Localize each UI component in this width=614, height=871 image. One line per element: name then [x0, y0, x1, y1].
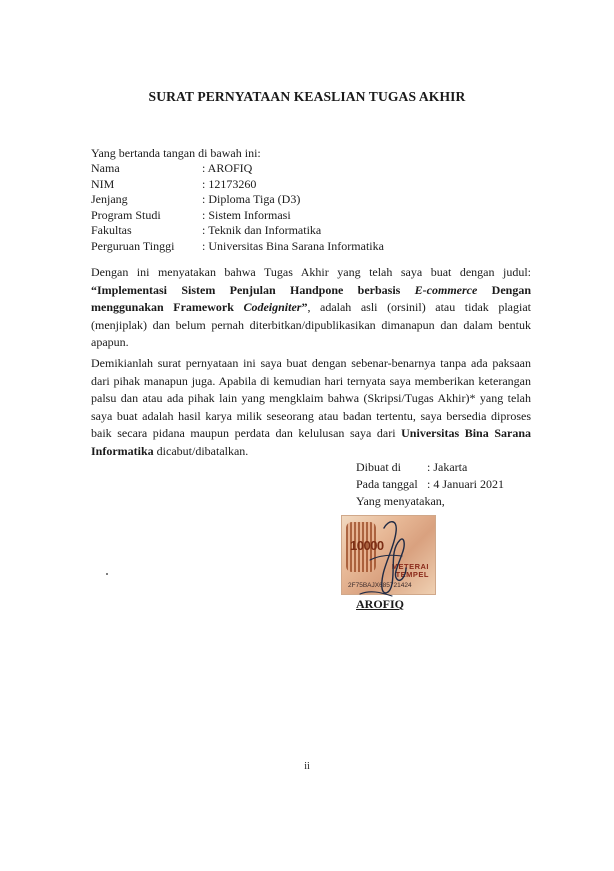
- signature-block: [356, 459, 504, 510]
- identity-value: : Sistem Informasi: [202, 207, 291, 222]
- identity-table: [91, 161, 384, 255]
- declaration-paragraph: [91, 355, 531, 461]
- sign-info: [356, 459, 504, 510]
- identity-value: : AROFIQ: [202, 161, 253, 175]
- thesis-title-italic: Codeigniter: [243, 300, 302, 315]
- date-value: : 4 Januari 2021: [427, 477, 504, 491]
- identity-row: [91, 192, 384, 208]
- intro-text: Yang bertanda tangan di bawah ini:: [91, 146, 261, 160]
- university-name: Universitas Bina Sarana Informatika: [91, 426, 531, 458]
- thesis-title-part: “Implementasi Sistem Penjulan Handpone berbasis: [91, 282, 415, 297]
- scan-speck: [106, 573, 108, 575]
- identity-label: Fakultas: [91, 223, 132, 238]
- stamp-label: TEMPEL: [395, 570, 429, 579]
- identity-value: : Universitas Bina Sarana Informatika: [202, 238, 384, 253]
- identity-label: Nama: [91, 161, 120, 175]
- statement-paragraph: [91, 264, 531, 352]
- place-label: Dibuat di: [356, 460, 401, 474]
- handwritten-signature-icon: [340, 510, 430, 602]
- statement-lead: Dengan ini menyatakan bahwa Tugas Akhir yang telah saya buat dengan judul:: [91, 265, 531, 279]
- identity-row: [91, 177, 384, 193]
- thesis-title-close: ”: [301, 300, 308, 315]
- identity-label: Program Studi: [91, 207, 161, 222]
- closing-text: Yang menyatakan,: [356, 494, 445, 508]
- identity-row: [91, 161, 384, 177]
- declaration-end: dicabut/dibatalkan.: [153, 443, 249, 458]
- stamp-value: 10000: [350, 538, 384, 553]
- stamp-serial: 2F75BAJX685721424: [348, 582, 412, 589]
- place-value: : Jakarta: [427, 460, 468, 474]
- identity-row: [91, 239, 384, 255]
- identity-value: : Diploma Tiga (D3): [202, 192, 301, 207]
- identity-value: : 12173260: [202, 176, 257, 191]
- declaration-text: Demikianlah surat pernyataan ini saya buat dengan sebenar-benarnya tanpa ada paksaan dari pihak manapun juga. Apabila di kemudian hari ternyata saya memberikan keterangan palsu dan atau ada pihak lain yang mengklaim bahwa (Skripsi/Tugas Akhir)* yang telah saya buat adalah hasil karya milik seseorang atau badan tertentu, saya bersedia diproses baik secara pidana maupun perdata dan kelulusan saya dari: [91, 356, 531, 441]
- document-title: SURAT PERNYATAAN KEASLIAN TUGAS AKHIR: [148, 89, 466, 104]
- thesis-title-part: Dengan menggunakan Framework: [91, 282, 531, 315]
- stamp-label: METERAI: [391, 562, 429, 571]
- signer-name: AROFIQ: [356, 597, 404, 611]
- page-number: ii: [304, 761, 310, 772]
- date-label: Pada tanggal: [356, 477, 418, 491]
- identity-label: Perguruan Tinggi: [91, 238, 175, 253]
- identity-row: [91, 223, 384, 239]
- thesis-title-italic: E-commerce: [414, 282, 478, 297]
- identity-row: [91, 208, 384, 224]
- identity-label: NIM: [91, 176, 115, 191]
- identity-value: : Teknik dan Informatika: [202, 223, 322, 238]
- identity-label: Jenjang: [91, 192, 128, 207]
- statement-rest: , adalah asli (orsinil) atau tidak plagiat (menjiplak) dan belum pernah diterbitkan/dipublikasikan dimanapun dan dalam bentuk apapun.: [91, 300, 531, 350]
